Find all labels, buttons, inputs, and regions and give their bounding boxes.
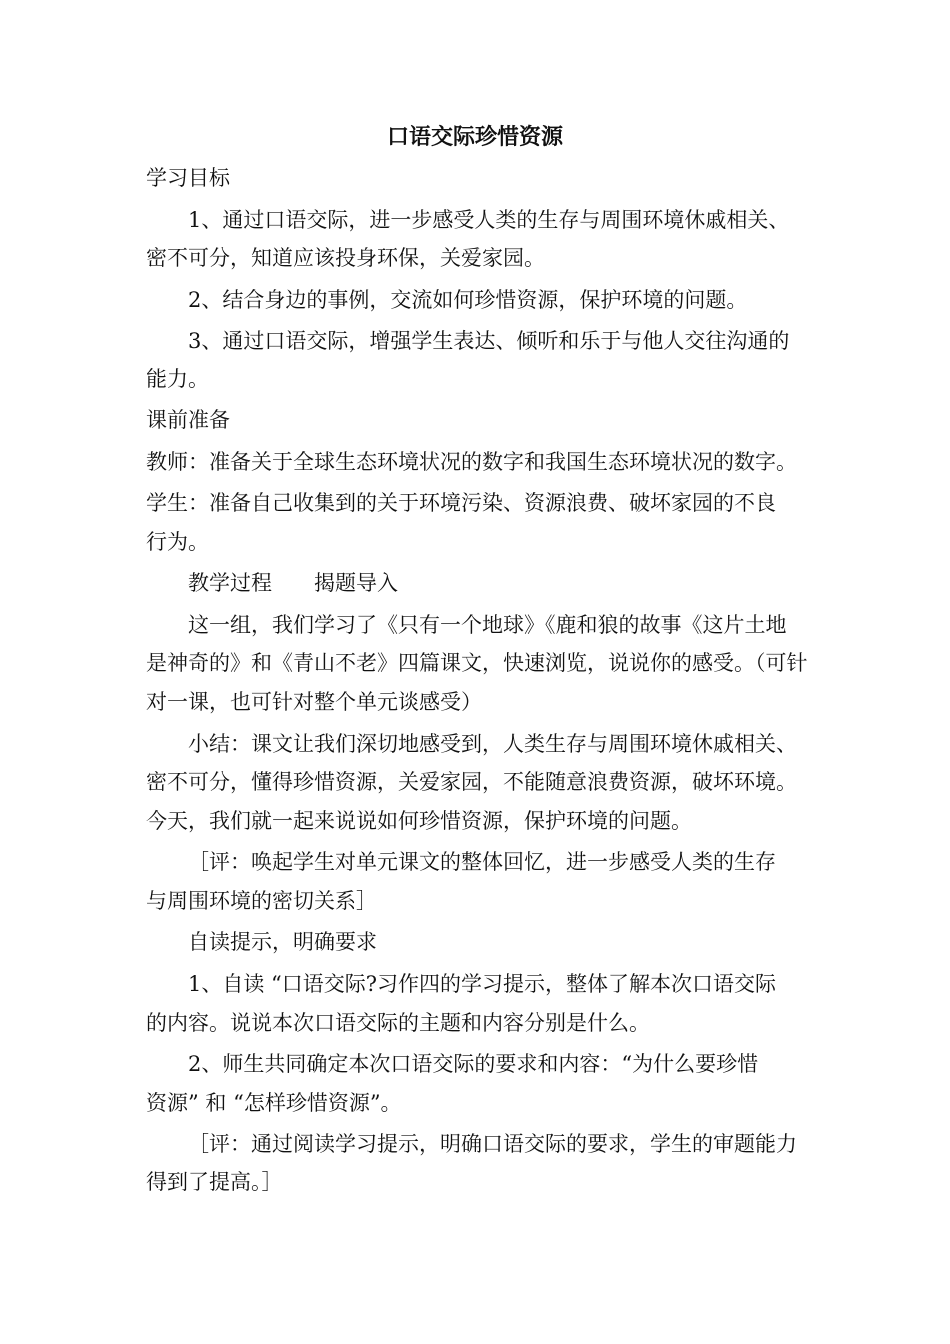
paragraph-line: 小结：课文让我们深切地感受到，人类生存与周围环境休戚相关、 (188, 732, 797, 756)
paragraph-line: ［评：通过阅读学习提示，明确口语交际的要求，学生的审题能力 (188, 1132, 797, 1156)
paragraph-line: 学生：准备自己收集到的关于环境污染、资源浪费、破坏家园的不良 (146, 491, 776, 515)
paragraph-line: 的内容。说说本次口语交际的主题和内容分别是什么。 (146, 1011, 650, 1035)
document-title: 口语交际珍惜资源 (386, 124, 563, 150)
paragraph-line: 资源” 和 “怎样珍惜资源”。 (146, 1091, 402, 1115)
paragraph-line: 3、通过口语交际，增强学生表达、倾听和乐于与他人交往沟通的 (188, 329, 790, 353)
heading-learning-goals: 学习目标 (146, 166, 230, 190)
paragraph-line: 对一课，也可针对整个单元谈感受） (146, 690, 482, 714)
heading-preparation: 课前准备 (146, 408, 230, 432)
paragraph-line: 2、师生共同确定本次口语交际的要求和内容：“为什么要珍惜 (188, 1052, 759, 1076)
paragraph-line: 这一组，我们学习了《只有一个地球》《鹿和狼的故事《这片土地 (188, 613, 787, 637)
paragraph-line: 教师：准备关于全球生态环境状况的数字和我国生态环境状况的数字。 (146, 450, 797, 474)
paragraph-line: 得到了提高。］ (146, 1170, 283, 1194)
heading-self-reading: 自读提示，明确要求 (188, 930, 377, 954)
paragraph-line: ［评：唤起学生对单元课文的整体回忆，进一步感受人类的生存 (188, 850, 776, 874)
paragraph-line: 能力。 (146, 367, 209, 391)
paragraph-line: 与周围环境的密切关系］ (146, 889, 377, 913)
paragraph-line: 密不可分，懂得珍惜资源，关爱家园，不能随意浪费资源，破坏环境。 (146, 770, 797, 794)
paragraph-line: 2、结合身边的事例，交流如何珍惜资源，保护环境的问题。 (188, 288, 748, 312)
paragraph-line: 密不可分，知道应该投身环保，关爱家园。 (146, 246, 545, 270)
paragraph-line: 1、自读 “口语交际?习作四的学习提示，整体了解本次口语交际 (188, 972, 777, 996)
paragraph-line: 是神奇的》和《青山不老》四篇课文，快速浏览，说说你的感受。（可针 (146, 651, 808, 675)
paragraph-line: 1、通过口语交际，进一步感受人类的生存与周围环境休戚相关、 (188, 208, 790, 232)
paragraph-line: 行为。 (146, 530, 209, 554)
heading-teaching-process: 教学过程 揭题导入 (188, 571, 398, 595)
paragraph-line: 今天，我们就一起来说说如何珍惜资源，保护环境的问题。 (146, 809, 692, 833)
